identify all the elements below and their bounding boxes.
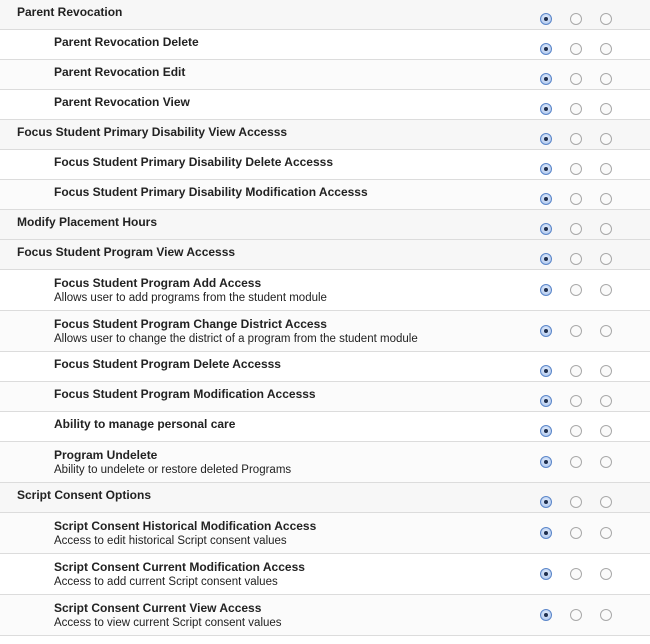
option-3-radio[interactable]	[600, 133, 612, 145]
permission-label-cell	[0, 317, 540, 346]
permission-row	[0, 270, 650, 311]
permission-label-cell	[0, 245, 540, 259]
option-1-radio[interactable]	[540, 223, 552, 235]
permission-title: Focus Student Program Change District Access	[54, 316, 327, 331]
permission-label-cell	[0, 125, 540, 139]
option-2-radio[interactable]	[570, 193, 582, 205]
permission-title: Focus Student Primary Disability View Accesss	[17, 124, 288, 139]
permission-title: Focus Student Program Add Access	[54, 275, 262, 290]
option-3-radio[interactable]	[600, 568, 612, 580]
permission-label-cell	[0, 448, 540, 477]
option-2-radio[interactable]	[570, 325, 582, 337]
permission-row	[0, 60, 650, 90]
option-1-radio[interactable]	[540, 325, 552, 337]
permission-description: Access to edit historical Script consent values	[54, 534, 287, 547]
option-3-radio[interactable]	[600, 103, 612, 115]
permission-label-cell	[0, 155, 540, 169]
option-1-radio[interactable]	[540, 133, 552, 145]
option-1-radio[interactable]	[540, 284, 552, 296]
option-3-radio[interactable]	[600, 193, 612, 205]
option-2-radio[interactable]	[570, 527, 582, 539]
permission-row	[0, 483, 650, 513]
permission-options	[540, 253, 650, 265]
option-1-radio[interactable]	[540, 13, 552, 25]
option-3-radio[interactable]	[600, 163, 612, 175]
permission-title: Parent Revocation Edit	[54, 64, 186, 79]
option-3-radio[interactable]	[600, 527, 612, 539]
option-2-radio[interactable]	[570, 609, 582, 621]
permission-options	[540, 456, 650, 468]
permission-label-cell	[0, 5, 540, 19]
permission-label-cell	[0, 357, 540, 371]
permission-row	[0, 382, 650, 412]
option-3-radio[interactable]	[600, 253, 612, 265]
permission-label-cell	[0, 276, 540, 305]
option-3-radio[interactable]	[600, 456, 612, 468]
option-3-radio[interactable]	[600, 73, 612, 85]
permission-row	[0, 150, 650, 180]
permission-label-cell	[0, 417, 540, 431]
option-1-radio[interactable]	[540, 73, 552, 85]
option-2-radio[interactable]	[570, 163, 582, 175]
permission-options	[540, 193, 650, 205]
option-3-radio[interactable]	[600, 395, 612, 407]
option-1-radio[interactable]	[540, 163, 552, 175]
permission-options	[540, 395, 650, 407]
option-1-radio[interactable]	[540, 193, 552, 205]
option-1-radio[interactable]	[540, 365, 552, 377]
permission-title: Script Consent Historical Modification Access	[54, 518, 317, 533]
option-3-radio[interactable]	[600, 43, 612, 55]
permission-description: Access to view current Script consent values	[54, 616, 282, 629]
option-2-radio[interactable]	[570, 103, 582, 115]
permission-title: Parent Revocation Delete	[54, 34, 199, 49]
permission-label-cell	[0, 560, 540, 589]
permission-options	[540, 284, 650, 296]
permission-title: Script Consent Current Modification Access	[54, 559, 305, 574]
option-3-radio[interactable]	[600, 365, 612, 377]
permission-title: Script Consent Current View Access	[54, 600, 262, 615]
permission-options	[540, 496, 650, 508]
option-2-radio[interactable]	[570, 73, 582, 85]
permission-options	[540, 568, 650, 580]
permission-row	[0, 120, 650, 150]
permission-options	[540, 223, 650, 235]
option-1-radio[interactable]	[540, 496, 552, 508]
option-1-radio[interactable]	[540, 103, 552, 115]
permission-title: Program Undelete	[54, 447, 158, 462]
permission-options	[540, 103, 650, 115]
permission-options	[540, 43, 650, 55]
permission-title: Script Consent Options	[17, 487, 152, 502]
permission-label-cell	[0, 488, 540, 502]
permission-label-cell	[0, 215, 540, 229]
permission-row	[0, 412, 650, 442]
option-2-radio[interactable]	[570, 425, 582, 437]
permission-label-cell	[0, 387, 540, 401]
permission-options	[540, 133, 650, 145]
permission-title: Focus Student Program View Accesss	[17, 244, 236, 259]
permission-title: Ability to manage personal care	[54, 416, 236, 431]
permission-title: Parent Revocation View	[54, 94, 190, 109]
permission-row	[0, 595, 650, 636]
option-2-radio[interactable]	[570, 43, 582, 55]
option-2-radio[interactable]	[570, 496, 582, 508]
option-1-radio[interactable]	[540, 395, 552, 407]
option-2-radio[interactable]	[570, 253, 582, 265]
permission-label-cell	[0, 519, 540, 548]
permission-title: Modify Placement Hours	[17, 214, 158, 229]
permission-label-cell	[0, 185, 540, 199]
permission-label-cell	[0, 95, 540, 109]
permission-description: Access to add current Script consent values	[54, 575, 278, 588]
option-1-radio[interactable]	[540, 609, 552, 621]
option-1-radio[interactable]	[540, 527, 552, 539]
permission-title: Focus Student Primary Disability Delete Accesss	[54, 154, 333, 169]
permission-label-cell	[0, 65, 540, 79]
permission-options	[540, 609, 650, 621]
option-1-radio[interactable]	[540, 456, 552, 468]
permission-description: Ability to undelete or restore deleted Programs	[54, 463, 292, 476]
permission-options	[540, 163, 650, 175]
permission-row	[0, 210, 650, 240]
option-1-radio[interactable]	[540, 43, 552, 55]
option-1-radio[interactable]	[540, 425, 552, 437]
permission-row	[0, 442, 650, 483]
option-3-radio[interactable]	[600, 284, 612, 296]
permission-row	[0, 513, 650, 554]
option-2-radio[interactable]	[570, 456, 582, 468]
option-2-radio[interactable]	[570, 365, 582, 377]
permission-row	[0, 311, 650, 352]
permission-row	[0, 30, 650, 60]
permission-options	[540, 13, 650, 25]
permission-description: Allows user to change the district of a program from the student module	[54, 332, 418, 345]
option-3-radio[interactable]	[600, 496, 612, 508]
option-2-radio[interactable]	[570, 568, 582, 580]
permission-row	[0, 180, 650, 210]
permission-options	[540, 527, 650, 539]
option-3-radio[interactable]	[600, 325, 612, 337]
option-1-radio[interactable]	[540, 568, 552, 580]
option-2-radio[interactable]	[570, 133, 582, 145]
option-2-radio[interactable]	[570, 284, 582, 296]
permission-label-cell	[0, 35, 540, 49]
permission-title: Focus Student Program Modification Accesss	[54, 386, 316, 401]
permission-title: Focus Student Primary Disability Modification Accesss	[54, 184, 368, 199]
permission-options	[540, 365, 650, 377]
permission-options	[540, 325, 650, 337]
option-3-radio[interactable]	[600, 13, 612, 25]
permission-options	[540, 73, 650, 85]
permission-row	[0, 240, 650, 270]
permission-title: Focus Student Program Delete Accesss	[54, 356, 281, 371]
permission-row	[0, 554, 650, 595]
permission-description: Allows user to add programs from the student module	[54, 291, 327, 304]
option-3-radio[interactable]	[600, 425, 612, 437]
option-2-radio[interactable]	[570, 395, 582, 407]
option-3-radio[interactable]	[600, 609, 612, 621]
permission-row	[0, 0, 650, 30]
permission-label-cell	[0, 601, 540, 630]
option-1-radio[interactable]	[540, 253, 552, 265]
permission-options	[540, 425, 650, 437]
option-2-radio[interactable]	[570, 13, 582, 25]
permission-row	[0, 90, 650, 120]
option-2-radio[interactable]	[570, 223, 582, 235]
permission-row	[0, 352, 650, 382]
permission-title: Parent Revocation	[17, 4, 123, 19]
option-3-radio[interactable]	[600, 223, 612, 235]
